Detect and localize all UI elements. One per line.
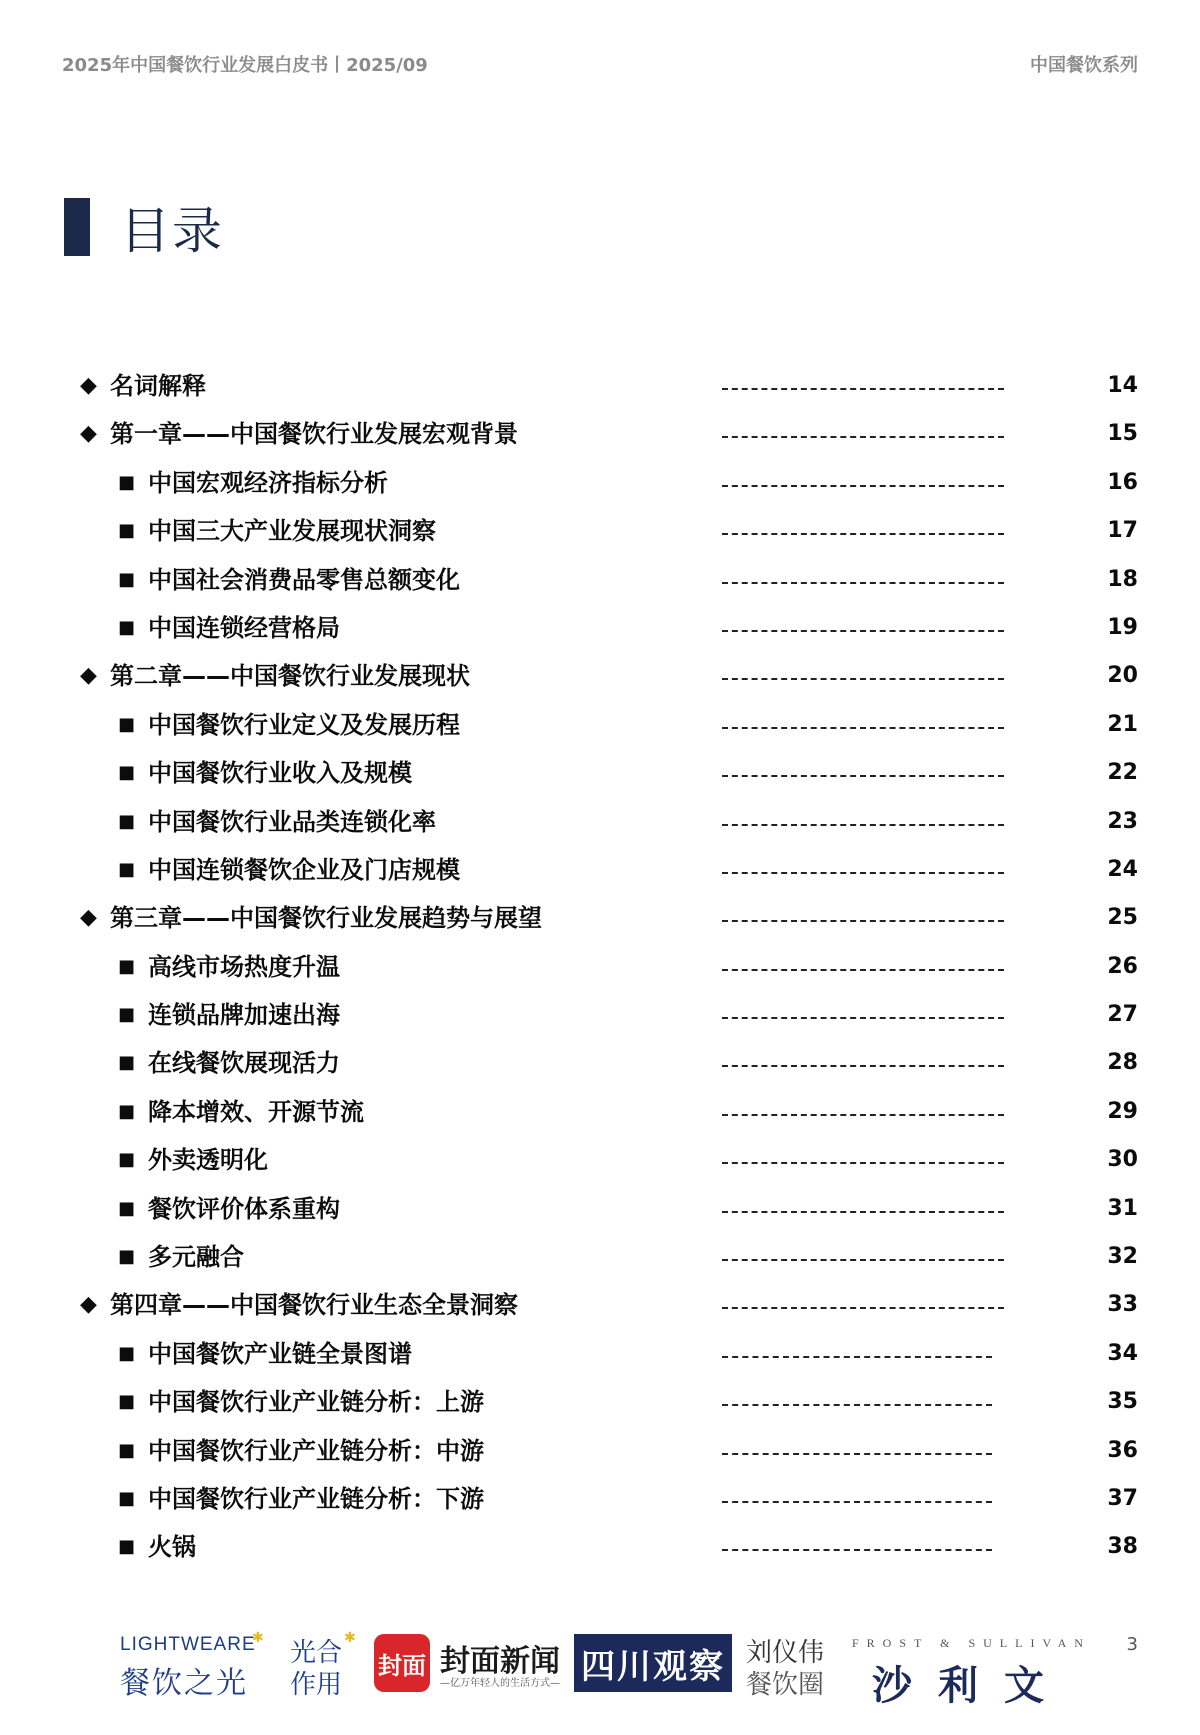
leader-dashes bbox=[722, 582, 1004, 584]
diamond-bullet-icon: ◆ bbox=[80, 905, 97, 931]
toc-entry-label: 中国餐饮行业定义及发展历程 bbox=[148, 710, 460, 739]
leader-dashes bbox=[722, 872, 1004, 874]
toc-entry-label: 火锅 bbox=[148, 1533, 196, 1562]
leader-dashes bbox=[722, 1114, 1004, 1116]
toc-page-number: 33 bbox=[1107, 1292, 1138, 1318]
toc-chapter-row[interactable] bbox=[0, 896, 1200, 944]
square-bullet-icon: ■ bbox=[118, 1391, 136, 1413]
toc-entry-label: 第二章——中国餐饮行业发展现状 bbox=[110, 662, 470, 691]
page-number: 3 bbox=[1126, 1634, 1138, 1655]
liuyiwei-logo-bottom: 餐饮圈 bbox=[746, 1670, 825, 1700]
toc-entry-label: 第四章——中国餐饮行业生态全景洞察 bbox=[110, 1291, 518, 1320]
toc-section-row[interactable] bbox=[0, 1380, 1200, 1428]
square-bullet-icon: ■ bbox=[118, 568, 136, 590]
lightweare-logo-cn: 餐饮之光 bbox=[120, 1666, 248, 1701]
toc-page-number: 37 bbox=[1107, 1485, 1138, 1511]
guanghe-logo-bottom: 作用 bbox=[290, 1670, 343, 1700]
leader-dashes bbox=[722, 630, 1004, 632]
square-bullet-icon: ■ bbox=[118, 762, 136, 784]
toc-section-row[interactable] bbox=[0, 558, 1200, 606]
square-bullet-icon: ■ bbox=[118, 1246, 136, 1268]
toc-section-row[interactable] bbox=[0, 461, 1200, 509]
toc-entry-label: 中国餐饮行业品类连锁化率 bbox=[148, 807, 436, 836]
leader-dashes bbox=[722, 1065, 1004, 1067]
leader-dashes bbox=[722, 1162, 1004, 1164]
square-bullet-icon: ■ bbox=[118, 1149, 136, 1171]
toc-page-number: 32 bbox=[1107, 1244, 1138, 1270]
toc-section-row[interactable] bbox=[0, 1090, 1200, 1138]
toc-chapter-row[interactable] bbox=[0, 364, 1200, 412]
sichuan-observe-logo: 四川观察 bbox=[574, 1634, 732, 1692]
diamond-bullet-icon: ◆ bbox=[80, 373, 97, 398]
toc-entry-label: 中国餐饮行业产业链分析：上游 bbox=[148, 1388, 484, 1417]
page-header bbox=[62, 50, 1138, 78]
square-bullet-icon: ■ bbox=[118, 1487, 136, 1509]
leader-dashes bbox=[722, 1017, 1004, 1019]
toc-page-number: 24 bbox=[1107, 856, 1138, 882]
toc-section-row[interactable] bbox=[0, 751, 1200, 799]
leader-dashes bbox=[722, 678, 1004, 680]
toc-section-row[interactable] bbox=[0, 509, 1200, 557]
liuyiwei-logo-top: 刘仪伟 bbox=[746, 1638, 825, 1668]
leader-dashes bbox=[722, 533, 1004, 535]
toc-chapter-row[interactable] bbox=[0, 1283, 1200, 1331]
leader-dashes bbox=[722, 1501, 992, 1503]
toc-section-row[interactable] bbox=[0, 1429, 1200, 1477]
toc-entry-label: 降本增效、开源节流 bbox=[148, 1097, 364, 1126]
lightweare-logo-en: LIGHTWEARE bbox=[120, 1634, 256, 1655]
toc-page-number: 20 bbox=[1107, 663, 1138, 689]
square-bullet-icon: ■ bbox=[118, 1052, 136, 1074]
toc-entry-label: 中国餐饮行业收入及规模 bbox=[148, 759, 412, 788]
square-bullet-icon: ■ bbox=[118, 713, 136, 735]
toc-page-number: 27 bbox=[1107, 1002, 1138, 1028]
leader-dashes bbox=[722, 1211, 1004, 1213]
header-report-title: 2025年中国餐饮行业发展白皮书丨2025/09 bbox=[62, 55, 428, 76]
toc-page-number: 16 bbox=[1107, 469, 1138, 495]
toc-entry-label: 中国餐饮产业链全景图谱 bbox=[148, 1339, 412, 1368]
toc-page-number: 28 bbox=[1107, 1050, 1138, 1076]
toc-section-row[interactable] bbox=[0, 1138, 1200, 1186]
toc-section-row[interactable] bbox=[0, 703, 1200, 751]
toc-section-row[interactable] bbox=[0, 800, 1200, 848]
frost-sullivan-logo-cn: 沙利文 bbox=[872, 1663, 1070, 1709]
leader-dashes bbox=[722, 920, 1004, 922]
leader-dashes bbox=[722, 1404, 992, 1406]
diamond-bullet-icon: ◆ bbox=[80, 1292, 97, 1318]
leader-dashes bbox=[722, 1549, 992, 1551]
toc-page-number: 14 bbox=[1107, 373, 1138, 398]
toc-entry-label: 在线餐饮展现活力 bbox=[148, 1049, 340, 1078]
guanghe-logo-top: 光合 bbox=[290, 1638, 343, 1668]
leader-dashes bbox=[722, 1453, 992, 1455]
toc-page-number: 38 bbox=[1107, 1534, 1138, 1560]
toc-section-row[interactable] bbox=[0, 848, 1200, 896]
leader-dashes bbox=[722, 824, 1004, 826]
partner-logos bbox=[0, 1622, 1200, 1709]
toc-entry-label: 中国社会消费品零售总额变化 bbox=[148, 565, 460, 594]
toc-page-number: 26 bbox=[1107, 953, 1138, 979]
leader-dashes bbox=[722, 436, 1004, 438]
toc-section-row[interactable] bbox=[0, 606, 1200, 654]
toc-page-number: 19 bbox=[1107, 614, 1138, 640]
frost-sullivan-logo-en: FROST & SULLIVAN bbox=[852, 1636, 1091, 1650]
toc-entry-label: 中国餐饮行业产业链分析：下游 bbox=[148, 1484, 484, 1513]
toc-entry-label: 中国连锁餐饮企业及门店规模 bbox=[148, 855, 460, 884]
diamond-bullet-icon: ◆ bbox=[80, 421, 97, 447]
toc-page-number: 30 bbox=[1107, 1147, 1138, 1173]
toc-page-number: 17 bbox=[1107, 518, 1138, 544]
leader-dashes bbox=[722, 727, 1004, 729]
square-bullet-icon: ■ bbox=[118, 1342, 136, 1364]
toc-page-number: 18 bbox=[1107, 566, 1138, 592]
toc-entry-label: 第三章——中国餐饮行业发展趋势与展望 bbox=[110, 904, 542, 933]
toc-entry-label: 第一章——中国餐饮行业发展宏观背景 bbox=[110, 420, 518, 449]
square-bullet-icon: ■ bbox=[118, 471, 136, 493]
toc-entry-label: 连锁品牌加速出海 bbox=[148, 1001, 340, 1030]
leader-dashes bbox=[722, 969, 1004, 971]
title-accent-bar bbox=[64, 198, 90, 256]
page-title: 目录 bbox=[120, 202, 224, 260]
toc-chapter-row[interactable] bbox=[0, 654, 1200, 702]
toc-section-row[interactable] bbox=[0, 993, 1200, 1041]
square-bullet-icon: ■ bbox=[118, 1536, 136, 1558]
fengmian-logo-mark: 封面 bbox=[374, 1634, 430, 1692]
toc-page-number: 21 bbox=[1107, 711, 1138, 737]
toc-section-row[interactable] bbox=[0, 1235, 1200, 1283]
diamond-bullet-icon: ◆ bbox=[80, 663, 97, 689]
toc-entry-label: 中国餐饮行业产业链分析：中游 bbox=[148, 1436, 484, 1465]
toc-entry-label: 外卖透明化 bbox=[148, 1146, 268, 1175]
toc-page-number: 15 bbox=[1107, 421, 1138, 447]
toc-page-number: 29 bbox=[1107, 1098, 1138, 1124]
toc-page-number: 35 bbox=[1107, 1389, 1138, 1415]
toc-entry-label: 名词解释 bbox=[110, 372, 206, 400]
toc-chapter-row[interactable] bbox=[0, 412, 1200, 460]
leader-dashes bbox=[722, 1259, 1004, 1261]
square-bullet-icon: ■ bbox=[118, 520, 136, 542]
star-icon: ✱ bbox=[344, 1630, 356, 1646]
leader-dashes bbox=[722, 775, 1004, 777]
toc-section-row[interactable] bbox=[0, 1525, 1200, 1573]
toc-entry-label: 高线市场热度升温 bbox=[148, 952, 340, 981]
square-bullet-icon: ■ bbox=[118, 858, 136, 880]
toc-page-number: 31 bbox=[1107, 1195, 1138, 1221]
leader-dashes bbox=[722, 388, 1004, 390]
toc-section-row[interactable] bbox=[0, 945, 1200, 993]
square-bullet-icon: ■ bbox=[118, 810, 136, 832]
toc-page-number: 36 bbox=[1107, 1437, 1138, 1463]
square-bullet-icon: ■ bbox=[118, 955, 136, 977]
square-bullet-icon: ■ bbox=[118, 1100, 136, 1122]
toc-heading bbox=[64, 198, 224, 260]
star-icon: ✱ bbox=[252, 1630, 264, 1646]
fengmian-logo-slogan: —亿万年轻人的生活方式— bbox=[440, 1678, 560, 1689]
toc-section-row[interactable] bbox=[0, 1187, 1200, 1235]
table-of-contents bbox=[0, 364, 1200, 1574]
toc-section-row[interactable] bbox=[0, 1477, 1200, 1525]
toc-page-number: 22 bbox=[1107, 760, 1138, 786]
toc-entry-label: 多元融合 bbox=[148, 1243, 244, 1272]
toc-entry-label: 餐饮评价体系重构 bbox=[148, 1194, 340, 1223]
header-series-name: 中国餐饮系列 bbox=[1030, 55, 1138, 76]
square-bullet-icon: ■ bbox=[118, 616, 136, 638]
toc-section-row[interactable] bbox=[0, 1041, 1200, 1089]
toc-section-row[interactable] bbox=[0, 1332, 1200, 1380]
square-bullet-icon: ■ bbox=[118, 1004, 136, 1026]
toc-entry-label: 中国三大产业发展现状洞察 bbox=[148, 517, 436, 546]
toc-page-number: 23 bbox=[1107, 808, 1138, 834]
toc-entry-label: 中国连锁经营格局 bbox=[148, 613, 340, 642]
leader-dashes bbox=[722, 485, 1004, 487]
leader-dashes bbox=[722, 1356, 992, 1358]
leader-dashes bbox=[722, 1307, 1004, 1309]
fengmian-logo-text: 封面新闻 bbox=[440, 1644, 560, 1679]
toc-entry-label: 中国宏观经济指标分析 bbox=[148, 468, 388, 497]
toc-page-number: 34 bbox=[1107, 1340, 1138, 1366]
toc-page-number: 25 bbox=[1107, 905, 1138, 931]
square-bullet-icon: ■ bbox=[118, 1197, 136, 1219]
square-bullet-icon: ■ bbox=[118, 1439, 136, 1461]
